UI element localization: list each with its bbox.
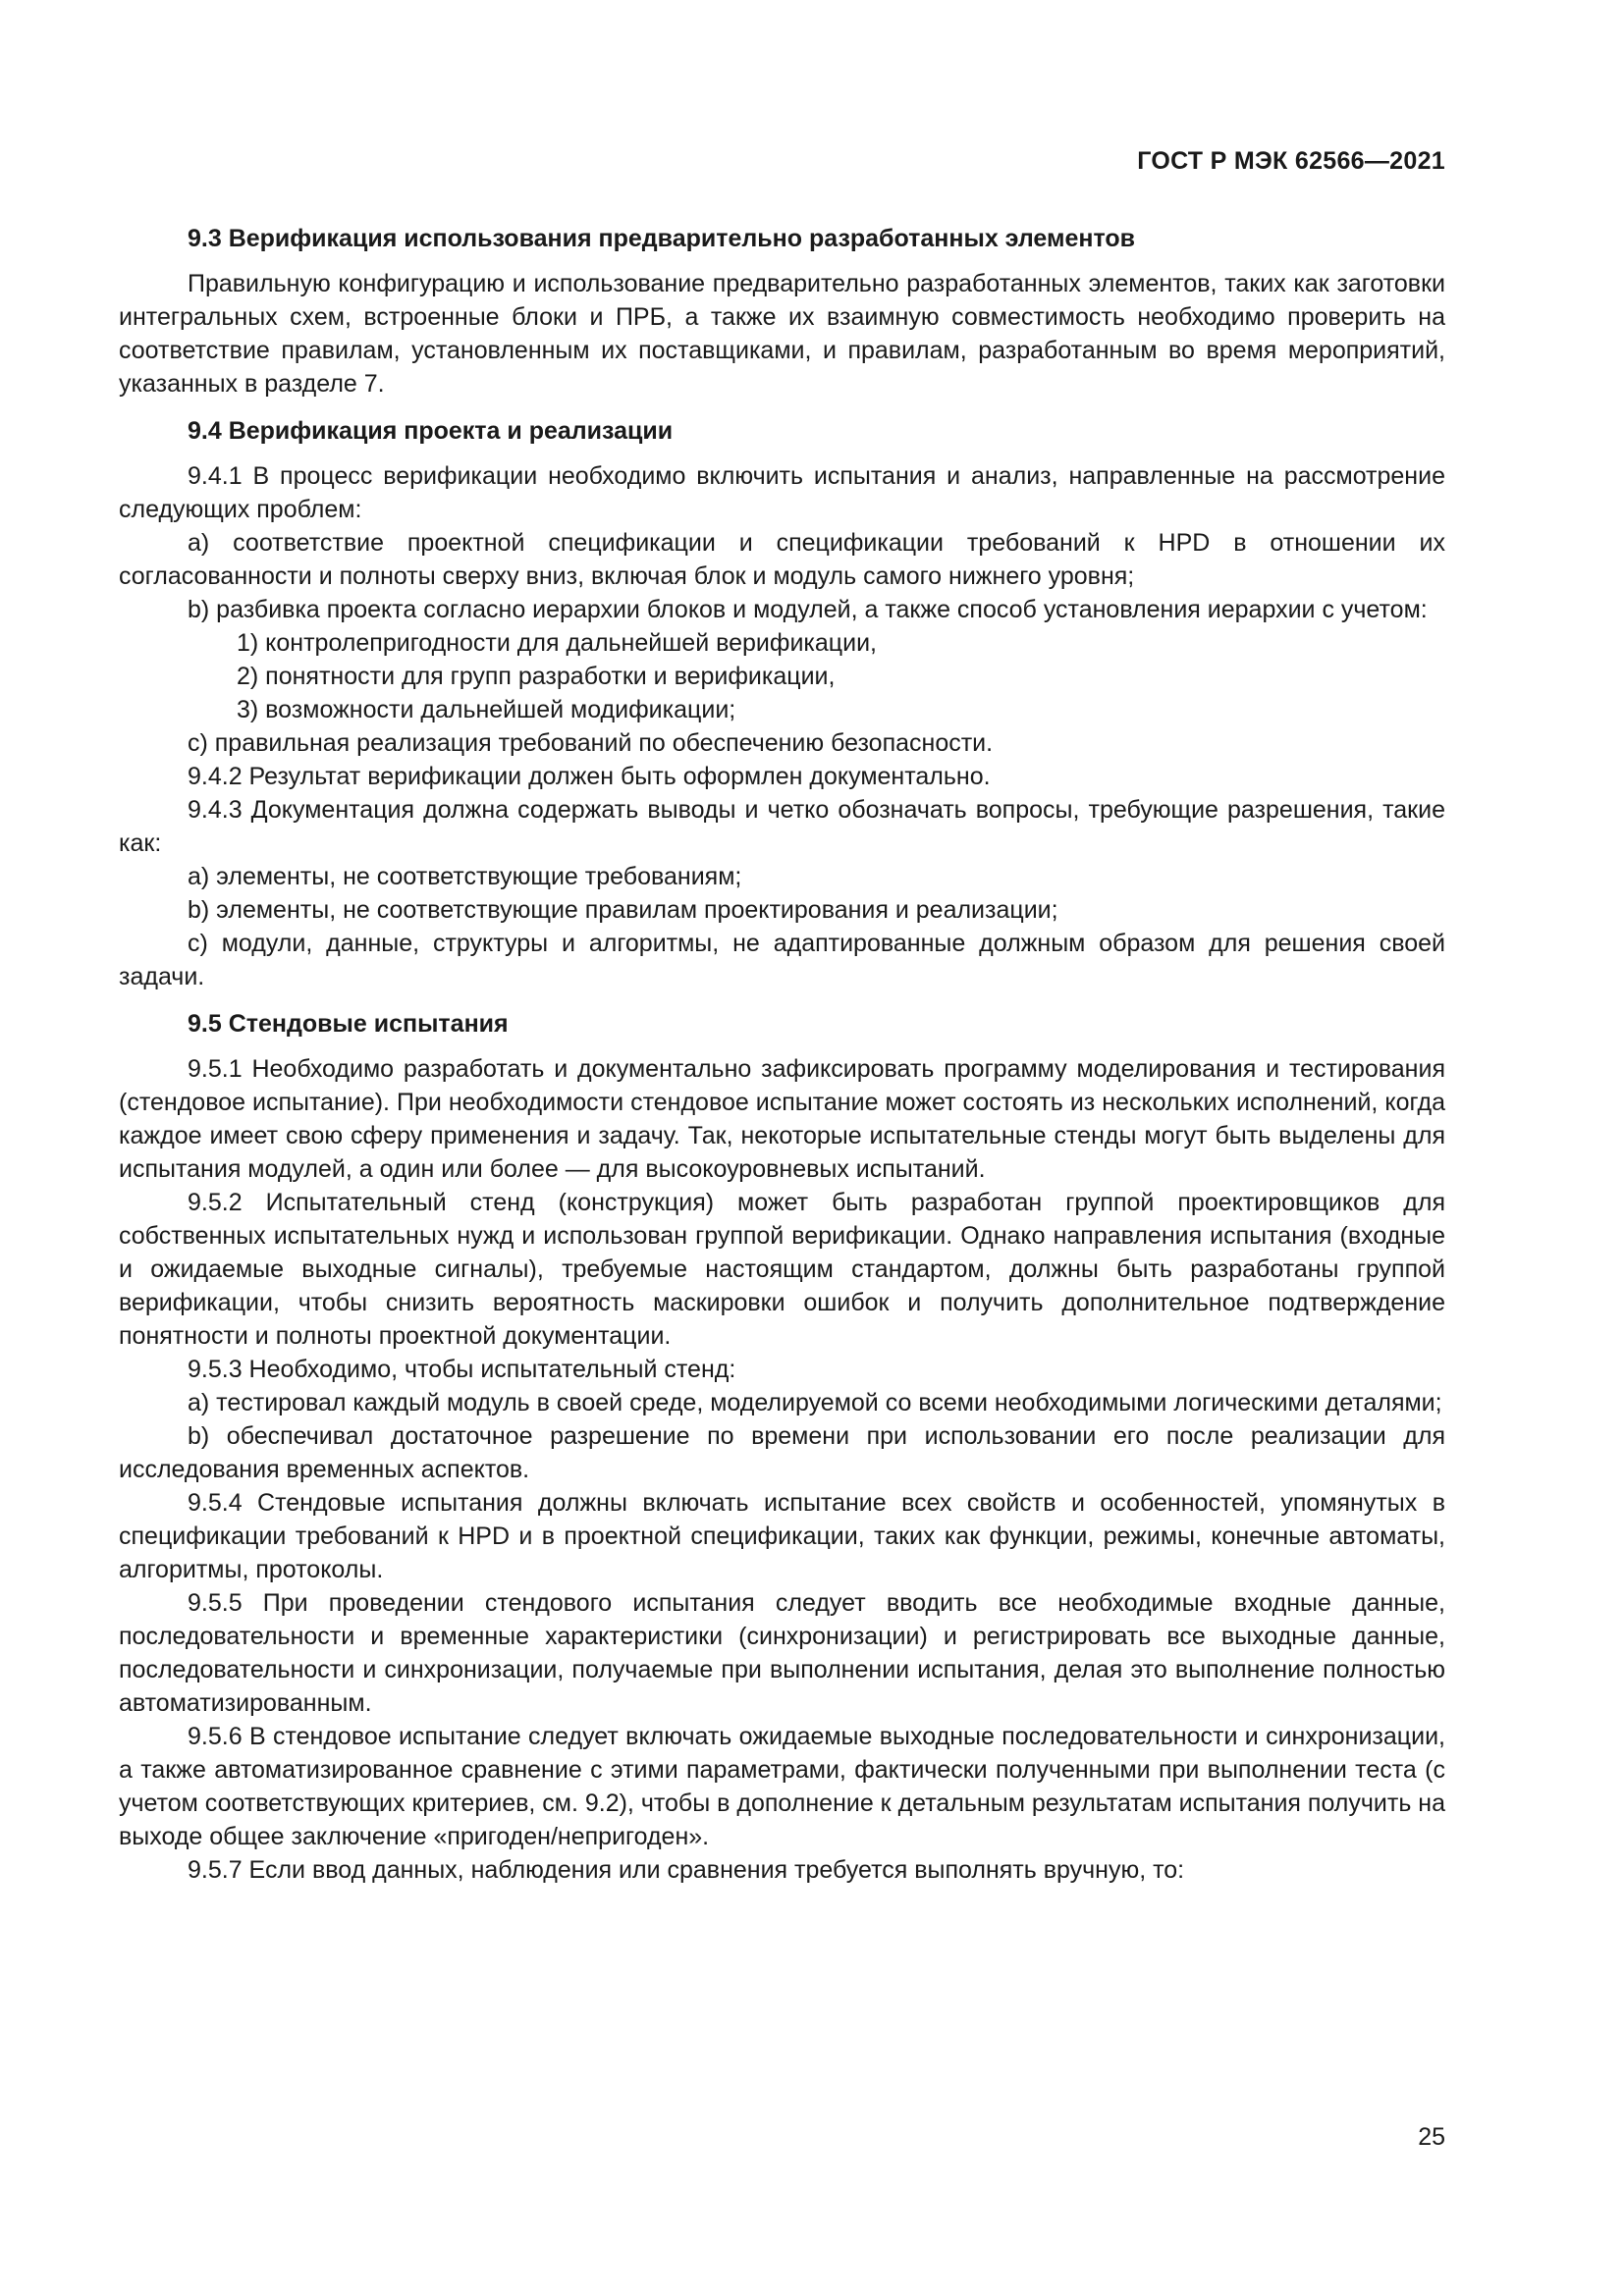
paragraph: 9.5.2 Испытательный стенд (конструкция) может быть разработан группой проектировщиков для собственных испытательных нужд и использован группой верификации. Однако направления испытания (входные и ожидаемые выходные сигналы), требуемые настоящим стандартом, должны быть разработаны группой верификации, чтобы снизить вероятность маскировки ошибок и получить дополнительное подтверждение понятности и полноты проектной документации. bbox=[119, 1189, 1445, 1350]
paragraph: 9.4.3 Документация должна содержать выводы и четко обозначать вопросы, требующие разрешения, такие как: bbox=[119, 796, 1445, 857]
list-item: c) модули, данные, структуры и алгоритмы, не адаптированные должным образом для решения своей задачи. bbox=[119, 930, 1445, 990]
paragraph: 9.4.2 Результат верификации должен быть оформлен документально. bbox=[188, 763, 991, 790]
paragraph: 9.4.1 В процесс верификации необходимо включить испытания и анализ, направленные на рассмотрение следующих проблем: bbox=[119, 462, 1445, 523]
paragraph: Правильную конфигурацию и использование предварительно разработанных элементов, таких как заготовки интегральных схем, встроенные блоки и ПРБ, а также их взаимную совместимость необходимо проверить на соответствие правилам, установленным их поставщиками, и правилам, разработанным во время мероприятий, указанных в разделе 7. bbox=[119, 270, 1445, 398]
paragraph: 9.5.7 Если ввод данных, наблюдения или сравнения требуется выполнять вручную, то: bbox=[188, 1856, 1185, 1884]
page-number: 25 bbox=[1418, 2123, 1445, 2151]
paragraph: 9.5.4 Стендовые испытания должны включать испытание всех свойств и особенностей, упомянутых в спецификации требований к HPD и в проектной спецификации, таких как функции, режимы, конечные автоматы, алгоритмы, протоколы. bbox=[119, 1489, 1445, 1583]
section-9-3-title: 9.3 Верификация использования предварительно разработанных элементов bbox=[188, 225, 1136, 252]
section-9-5-title: 9.5 Стендовые испытания bbox=[188, 1010, 509, 1038]
list-item: a) тестировал каждый модуль в своей среде, моделируемой со всеми необходимыми логическими деталями; bbox=[188, 1389, 1442, 1416]
document-body bbox=[119, 222, 1445, 1887]
list-item: a) элементы, не соответствующие требованиям; bbox=[188, 863, 742, 890]
list-item: a) соответствие проектной спецификации и спецификации требований к HPD в отношении их согласованности и полноты сверху вниз, включая блок и модуль самого нижнего уровня; bbox=[119, 529, 1445, 590]
list-item: c) правильная реализация требований по обеспечению безопасности. bbox=[188, 729, 994, 757]
paragraph: 9.5.1 Необходимо разработать и документально зафиксировать программу моделирования и тестирования (стендовое испытание). При необходимости стендовое испытание может состоять из нескольких исполнений, когда каждое имеет свою сферу применения и задачу. Так, некоторые испытательные стенды могут быть выделены для испытания модулей, а один или более — для высокоуровневых испытаний. bbox=[119, 1055, 1445, 1183]
sublist-item: 1) контролепригодности для дальнейшей верификации, bbox=[237, 629, 877, 657]
paragraph: 9.5.5 При проведении стендового испытания следует вводить все необходимые входные данные, последовательности и временные характеристики (синхронизации) и регистрировать все выходные данные, последовательности и синхронизации, получаемые при выполнении испытания, делая это выполнение полностью автоматизированным. bbox=[119, 1589, 1445, 1717]
sublist-item: 3) возможности дальнейшей модификации; bbox=[237, 696, 736, 723]
list-item: b) обеспечивал достаточное разрешение по времени при использовании его после реализации для исследования временных аспектов. bbox=[119, 1422, 1445, 1483]
section-9-4-title: 9.4 Верификация проекта и реализации bbox=[188, 417, 674, 445]
list-item: b) элементы, не соответствующие правилам проектирования и реализации; bbox=[188, 896, 1058, 924]
paragraph: 9.5.3 Необходимо, чтобы испытательный стенд: bbox=[188, 1356, 736, 1383]
sublist-item: 2) понятности для групп разработки и верификации, bbox=[237, 663, 836, 690]
list-item: b) разбивка проекта согласно иерархии блоков и модулей, а также способ установления иерархии с учетом: bbox=[188, 596, 1428, 623]
standard-header: ГОСТ Р МЭК 62566—2021 bbox=[1137, 147, 1445, 175]
paragraph: 9.5.6 В стендовое испытание следует включать ожидаемые выходные последовательности и синхронизации, а также автоматизированное сравнение с этими параметрами, фактически полученными при выполнении теста (с учетом соответствующих критериев, см. 9.2), чтобы в дополнение к детальным результатам испытания получить на выходе общее заключение «пригоден/непригоден». bbox=[119, 1723, 1446, 1850]
sublist bbox=[237, 626, 1445, 726]
